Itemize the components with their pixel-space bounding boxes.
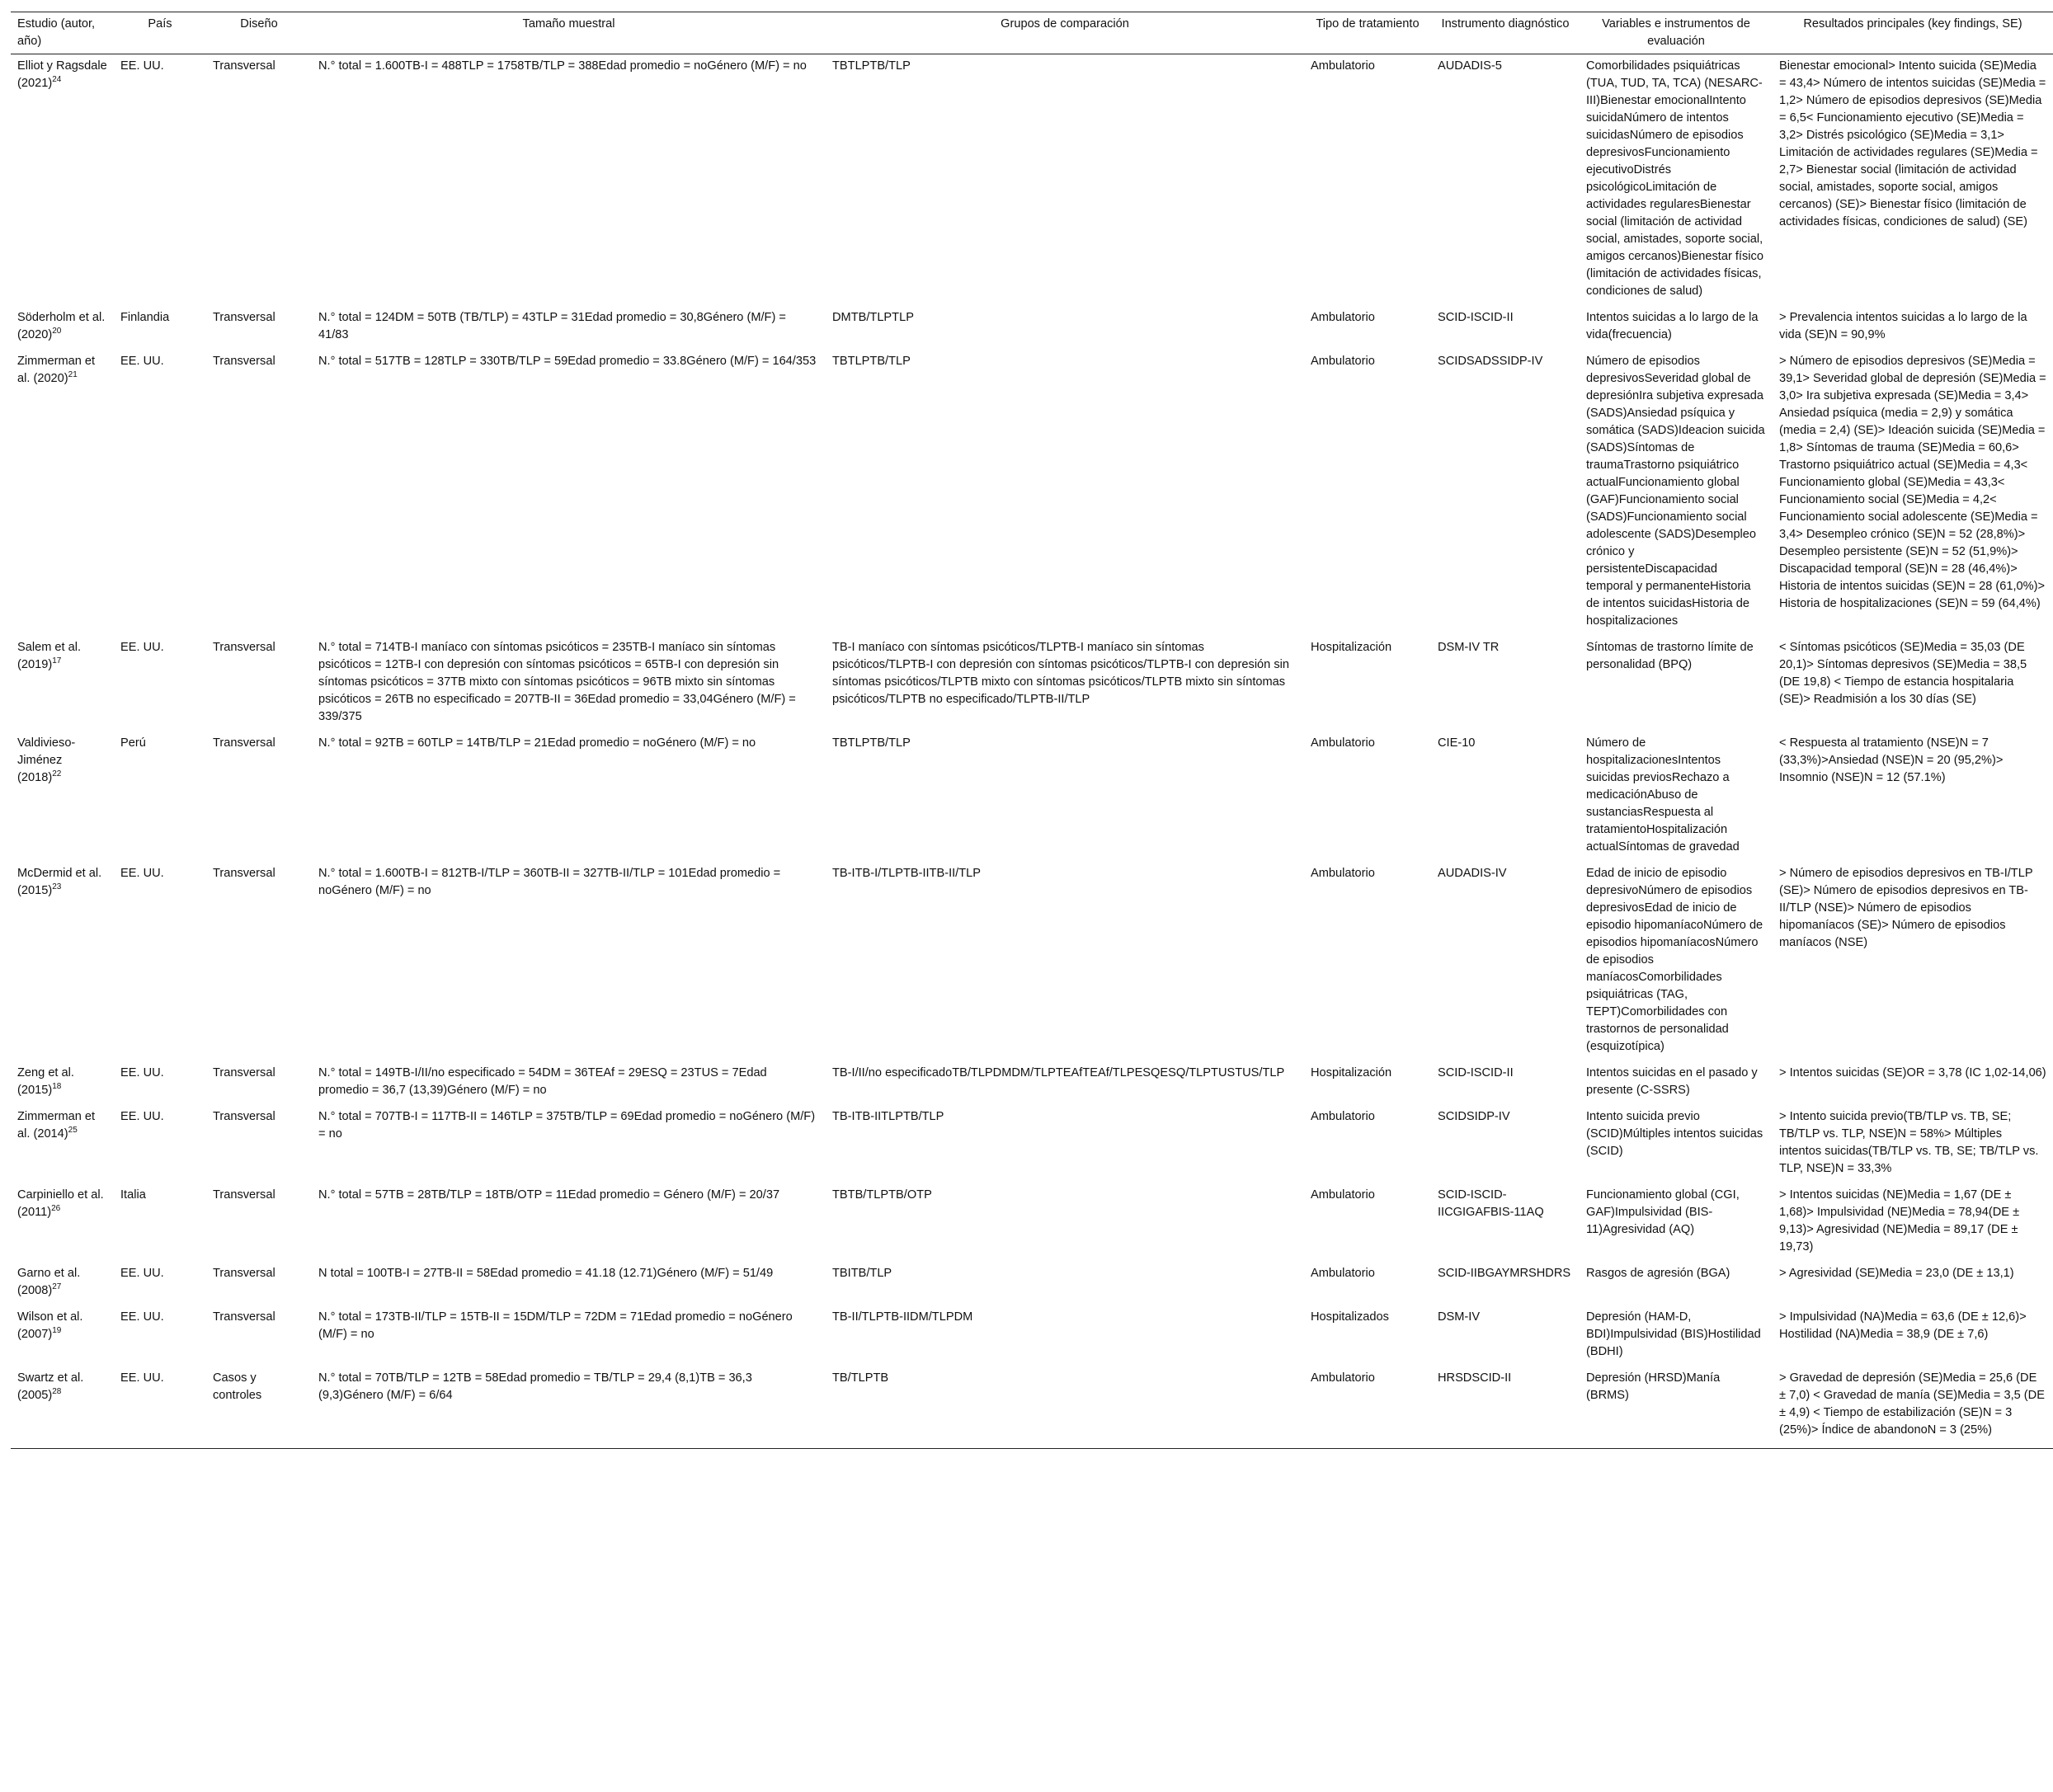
cell-tamano: N.° total = 149TB-I/II/no especificado = 54DM = 36TEAf = 29ESQ = 23TUS = 7Edad promedio = 36,7 (13,39)Género (M/F) = no — [318, 1066, 767, 1097]
reference-number: 23 — [52, 882, 62, 892]
cell-tamano: N.° total = 1.600TB-I = 812TB-I/TLP = 360TB-II = 327TB-II/TLP = 101Edad promedio = noGénero (M/F) = no — [318, 867, 781, 897]
cell-pais: EE. UU. — [120, 1110, 164, 1123]
cell-estudio — [11, 1187, 114, 1265]
cell-diseno: Transversal — [213, 736, 275, 750]
cell-instrumento: DSM-IV TR — [1438, 641, 1500, 654]
cell-pais: EE. UU. — [120, 59, 164, 73]
study-citation: Zimmerman et al. (2014) — [17, 1110, 96, 1141]
cell-estudio — [11, 1309, 114, 1370]
header-resultados: Resultados principales (key findings, SE) — [1773, 12, 2053, 54]
cell-estudio — [11, 353, 114, 639]
cell-resultados: > Intentos suicidas (SE)OR = 3,78 (IC 1,02-14,06) — [1779, 1066, 2046, 1079]
cell-pais: EE. UU. — [120, 867, 164, 880]
cell-instrumento: DSM-IV — [1438, 1310, 1481, 1324]
cell-pais: EE. UU. — [120, 355, 164, 368]
cell-pais: EE. UU. — [120, 1310, 164, 1324]
cell-diseno: Transversal — [213, 641, 275, 654]
cell-diseno: Transversal — [213, 1310, 275, 1324]
cell-pais: Finlandia — [120, 311, 170, 324]
cell-grupos: TBITB/TLP — [832, 1267, 892, 1280]
cell-tamano: N.° total = 92TB = 60TLP = 14TB/TLP = 21Edad promedio = noGénero (M/F) = no — [318, 736, 756, 750]
cell-diseno: Transversal — [213, 1267, 275, 1280]
table-header — [11, 12, 2053, 54]
study-citation: Swartz et al. (2005) — [17, 1371, 84, 1402]
table-body — [11, 54, 2053, 1449]
cell-estudio — [11, 1108, 114, 1187]
study-citation: Carpiniello et al. (2011) — [17, 1188, 104, 1219]
cell-grupos: DMTB/TLPTLP — [832, 311, 914, 324]
cell-resultados: > Número de episodios depresivos en TB-I/TLP (SE)> Número de episodios depresivos en TB-II/TLP (NSE)> Número de episodios hipomaníacos (SE)> Número de episodios maníacos (NSE) — [1779, 867, 2033, 949]
reference-number: 20 — [52, 327, 62, 336]
reference-number: 27 — [52, 1282, 62, 1292]
cell-grupos: TBTLPTB/TLP — [832, 736, 911, 750]
cell-tipo: Ambulatorio — [1311, 1110, 1375, 1123]
cell-grupos: TB/TLPTB — [826, 1370, 1304, 1449]
reference-number: 19 — [52, 1326, 62, 1336]
header-tamano: Tamaño muestral — [312, 12, 826, 54]
cell-instrumento: SCID-ISCID-II — [1438, 311, 1514, 324]
cell-tipo: Ambulatorio — [1311, 1267, 1375, 1280]
cell-resultados: > Impulsividad (NA)Media = 63,6 (DE ± 12,6)> Hostilidad (NA)Media = 38,9 (DE ± 7,6) — [1779, 1310, 2027, 1341]
cell-grupos: TB-II/TLPTB-IIDM/TLPDM — [832, 1310, 973, 1324]
cell-variables: Funcionamiento global (CGI, GAF)Impulsividad (BIS-11)Agresividad (AQ) — [1586, 1188, 1740, 1236]
cell-diseno: Transversal — [213, 355, 275, 368]
cell-instrumento: CIE-10 — [1438, 736, 1476, 750]
cell-estudio — [11, 54, 114, 310]
cell-grupos: TB-I maníaco con síntomas psicóticos/TLPTB-I maníaco sin síntomas psicóticos/TLPTB-I con depresión con síntomas psicóticos/TLPTB-I con depresión sin síntomas psicóticos/TLPTB mixto con síntomas psicóticos/TLPTB mixto sin síntomas psicóticos/TLPTB no especificado/TLPTB-II/TLP — [832, 641, 1289, 706]
table-row — [11, 353, 2053, 639]
cell-pais: EE. UU. — [120, 641, 164, 654]
cell-diseno: Casos y controles — [206, 1370, 312, 1449]
header-pais: País — [114, 12, 206, 54]
study-citation: McDermid et al. (2015) — [17, 867, 102, 897]
study-citation: Zimmerman et al. (2020) — [17, 355, 96, 385]
table-row — [11, 1187, 2053, 1265]
table-row — [11, 1108, 2053, 1187]
cell-pais: Perú — [120, 736, 146, 750]
reference-number: 28 — [52, 1387, 62, 1397]
cell-tipo: Ambulatorio — [1311, 1188, 1375, 1202]
cell-diseno: Transversal — [213, 1110, 275, 1123]
cell-estudio — [11, 1370, 114, 1449]
header-estudio: Estudio (autor, año) — [11, 12, 114, 54]
cell-tipo: Ambulatorio — [1311, 355, 1375, 368]
study-citation: Zeng et al. (2015) — [17, 1066, 74, 1097]
cell-grupos: TBTB/TLPTB/OTP — [832, 1188, 932, 1202]
cell-variables: Depresión (HAM-D, BDI)Impulsividad (BIS)Hostilidad (BDHI) — [1586, 1310, 1761, 1358]
table-row — [11, 865, 2053, 1065]
reference-number: 18 — [52, 1082, 62, 1092]
table-row — [11, 1309, 2053, 1370]
cell-instrumento: HRSDSCID-II — [1431, 1370, 1580, 1449]
cell-resultados: > Número de episodios depresivos (SE)Media = 39,1> Severidad global de depresión (SE)Media = 3,0> Ira subjetiva expresada (SE)Media = 3,4> Ansiedad psíquica (media = 2,9) y somática (media = 2,4) (SE)> Ideación suicida (SE)Media = 1,8> Síntomas de trauma (SE)Media = 60,6> Trastorno psiquiátrico actual (SE)Media = 4,3< Funcionamiento global (SE)Media = 43,3< Funcionamiento social (SE)Media = 4,2< Funcionamiento social adolescente (SE)Media = 3,4> Desempleo crónico (SE)N = 52 (28,8%)> Desempleo persistente (SE)N = 52 (51,9%)> Discapacidad temporal (SE)N = 28 (46,4%)> Historia de intentos suicidas (SE)N = 28 (61,0%)> Historia de hospitalizaciones (SE)N = 59 (64,4%) — [1779, 355, 2046, 610]
cell-tipo: Ambulatorio — [1311, 736, 1375, 750]
cell-tamano: N.° total = 70TB/TLP = 12TB = 58Edad promedio = TB/TLP = 29,4 (8,1)TB = 36,3 (9,3)Género (M/F) = 6/64 — [312, 1370, 826, 1449]
reference-number: 26 — [51, 1204, 61, 1214]
cell-grupos: TB-ITB-I/TLPTB-IITB-II/TLP — [832, 867, 981, 880]
cell-tipo: Hospitalizados — [1311, 1310, 1389, 1324]
study-citation: Söderholm et al. (2020) — [17, 311, 106, 341]
table-row — [11, 309, 2053, 353]
cell-variables: Síntomas de trastorno límite de personalidad (BPQ) — [1586, 641, 1754, 671]
cell-variables: Depresión (HRSD)Manía (BRMS) — [1580, 1370, 1773, 1449]
cell-diseno: Transversal — [213, 867, 275, 880]
cell-variables: Rasgos de agresión (BGA) — [1586, 1267, 1730, 1280]
cell-resultados: > Intento suicida previo(TB/TLP vs. TB, SE; TB/TLP vs. TLP, NSE)N = 58%> Múltiples intentos suicidas(TB/TLP vs. TB, SE; TB/TLP vs. TLP, NSE)N = 33,3% — [1779, 1110, 2039, 1175]
cell-variables: Edad de inicio de episodio depresivoNúmero de episodios depresivosEdad de inicio de episodio hipomaníacoNúmero de episodios hipomaníacosNúmero de episodios maníacosComorbilidades psiquiátricas (TAG, TEPT)Comorbilidades con trastornos de personalidad (esquizotípica) — [1586, 867, 1763, 1053]
cell-instrumento: SCID-ISCID-IICGIGAFBIS-11AQ — [1438, 1188, 1544, 1219]
cell-tamano: N.° total = 1.600TB-I = 488TLP = 1758TB/TLP = 388Edad promedio = noGénero (M/F) = no — [318, 59, 807, 73]
cell-instrumento: AUDADIS-5 — [1438, 59, 1502, 73]
reference-number: 21 — [68, 370, 78, 380]
header-tipo: Tipo de tratamiento — [1304, 12, 1431, 54]
cell-instrumento: SCIDSADSSIDP-IV — [1438, 355, 1543, 368]
cell-resultados: > Prevalencia intentos suicidas a lo largo de la vida (SE)N = 90,9% — [1779, 311, 2027, 341]
table-row — [11, 735, 2053, 865]
cell-instrumento: AUDADIS-IV — [1438, 867, 1507, 880]
cell-estudio — [11, 865, 114, 1065]
header-variables: Variables e instrumentos de evaluación — [1580, 12, 1773, 54]
study-citation: Elliot y Ragsdale (2021) — [17, 59, 107, 90]
cell-instrumento: SCIDSIDP-IV — [1438, 1110, 1510, 1123]
table-row — [11, 54, 2053, 310]
cell-variables: Intento suicida previo (SCID)Múltiples intentos suicidas (SCID) — [1586, 1110, 1763, 1158]
cell-tamano: N total = 100TB-I = 27TB-II = 58Edad promedio = 41.18 (12.71)Género (M/F) = 51/49 — [318, 1267, 774, 1280]
header-diseno: Diseño — [206, 12, 312, 54]
study-citation: Wilson et al. (2007) — [17, 1310, 83, 1341]
cell-variables: Número de episodios depresivosSeveridad global de depresiónIra subjetiva expresada (SADS)Ansiedad psíquica y somática (SADS)Ideacion suicida (SADS)Síntomas de traumaTrastorno psiquiátrico actualFuncionamiento global (GAF)Funcionamiento social (SADS)Funcionamiento social adolescente (SADS)Desempleo crónico y persistenteDiscapacidad temporal y permanenteHistoria de intentos suicidasHistoria de hospitalizaciones — [1586, 355, 1765, 628]
table-container — [11, 12, 2053, 1449]
cell-estudio — [11, 639, 114, 735]
cell-diseno: Transversal — [213, 1188, 275, 1202]
cell-resultados: > Agresividad (SE)Media = 23,0 (DE ± 13,1) — [1779, 1267, 2014, 1280]
study-citation: Salem et al. (2019) — [17, 641, 82, 671]
table-row — [11, 639, 2053, 735]
cell-tipo: Ambulatorio — [1311, 59, 1375, 73]
cell-resultados: > Gravedad de depresión (SE)Media = 25,6 (DE ± 7,0) < Gravedad de manía (SE)Media = 3,5 (DE ± 4,9) < Tiempo de estabilización (SE)N = 3 (25%)> Índice de abandonoN = 3 (25%) — [1773, 1370, 2053, 1449]
cell-tamano: N.° total = 124DM = 50TB (TB/TLP) = 43TLP = 31Edad promedio = 30,8Género (M/F) = 41/83 — [318, 311, 786, 341]
cell-resultados: < Síntomas psicóticos (SE)Media = 35,03 (DE 20,1)> Síntomas depresivos (SE)Media = 38,5 (DE 19,8) < Tiempo de estancia hospitalaria (SE)> Readmisión a los 30 días (SE) — [1779, 641, 2027, 706]
cell-tipo: Ambulatorio — [1304, 1370, 1431, 1449]
cell-diseno: Transversal — [213, 311, 275, 324]
cell-tipo: Hospitalización — [1311, 641, 1392, 654]
cell-tamano: N.° total = 57TB = 28TB/TLP = 18TB/OTP = 11Edad promedio = Género (M/F) = 20/37 — [318, 1188, 780, 1202]
header-grupos: Grupos de comparación — [826, 12, 1304, 54]
cell-tamano: N.° total = 707TB-I = 117TB-II = 146TLP = 375TB/TLP = 69Edad promedio = noGénero (M/F) = no — [318, 1110, 816, 1141]
cell-variables: Intentos suicidas en el pasado y presente (C-SSRS) — [1586, 1066, 1758, 1097]
cell-instrumento: SCID-IIBGAYMRSHDRS — [1438, 1267, 1571, 1280]
cell-estudio — [11, 735, 114, 865]
cell-estudio — [11, 309, 114, 353]
cell-variables: Intentos suicidas a lo largo de la vida(frecuencia) — [1586, 311, 1759, 341]
cell-resultados: > Intentos suicidas (NE)Media = 1,67 (DE ± 1,68)> Impulsividad (NE)Media = 78,94(DE ± 9,13)> Agresividad (NE)Media = 89,17 (DE ± 19,73) — [1779, 1188, 2020, 1253]
cell-resultados: < Respuesta al tratamiento (NSE)N = 7 (33,3%)>Ansiedad (NSE)N = 20 (95,2%)> Insomnio (NSE)N = 12 (57.1%) — [1779, 736, 2004, 784]
cell-tamano: N.° total = 173TB-II/TLP = 15TB-II = 15DM/TLP = 72DM = 71Edad promedio = noGénero (M/F) = no — [318, 1310, 793, 1341]
reference-number: 25 — [68, 1126, 78, 1136]
cell-diseno: Transversal — [213, 1066, 275, 1079]
cell-grupos: TBTLPTB/TLP — [832, 355, 911, 368]
cell-pais: EE. UU. — [114, 1370, 206, 1449]
cell-pais: EE. UU. — [120, 1066, 164, 1079]
reference-number: 17 — [52, 656, 62, 666]
cell-grupos: TBTLPTB/TLP — [832, 59, 911, 73]
header-row — [11, 12, 2053, 54]
cell-tipo: Hospitalización — [1311, 1066, 1392, 1079]
cell-instrumento: SCID-ISCID-II — [1438, 1066, 1514, 1079]
header-instrumento: Instrumento diagnóstico — [1431, 12, 1580, 54]
studies-table — [11, 12, 2053, 1449]
cell-tamano: N.° total = 714TB-I maníaco con síntomas psicóticos = 235TB-I maníaco sin síntomas psicóticos = 12TB-I con depresión con síntomas psicóticos = 65TB-I con depresión sin síntomas psicóticos = 37TB mixto con síntomas psicóticos = 96TB mixto sin síntomas psicóticos = 26TB no especificado = 207TB-II = 36Edad promedio = 33,04Género (M/F) = 339/375 — [318, 641, 796, 723]
cell-tamano: N.° total = 517TB = 128TLP = 330TB/TLP = 59Edad promedio = 33.8Género (M/F) = 164/353 — [318, 355, 817, 368]
cell-diseno: Transversal — [213, 59, 275, 73]
reference-number: 24 — [52, 75, 62, 85]
cell-pais: Italia — [120, 1188, 146, 1202]
study-citation: Valdivieso-Jiménez (2018) — [17, 736, 76, 784]
table-row — [11, 1265, 2053, 1309]
cell-resultados: Bienestar emocional> Intento suicida (SE)Media = 43,4> Número de intentos suicidas (SE)Media = 1,2> Número de episodios depresivos (SE)Media = 6,5< Funcionamiento ejecutivo (SE)Media = 3,2> Distrés psicológico (SE)Media = 3,1> Limitación de actividades regulares (SE)Media = 2,7> Bienestar social (limitación de actividad social, amistades, soporte social, amigos cercanos) (SE)> Bienestar físico (limitación de actividades físicas, condiciones de salud) (SE) — [1779, 59, 2046, 228]
table-row — [11, 1065, 2053, 1108]
cell-tipo: Ambulatorio — [1311, 867, 1375, 880]
study-citation: Garno et al. (2008) — [17, 1267, 81, 1297]
cell-pais: EE. UU. — [120, 1267, 164, 1280]
cell-grupos: TB-I/II/no especificadoTB/TLPDMDM/TLPTEAfTEAf/TLPESQESQ/TLPTUSTUS/TLP — [832, 1066, 1285, 1079]
reference-number: 22 — [52, 769, 62, 779]
table-row — [11, 1370, 2053, 1449]
cell-estudio — [11, 1265, 114, 1309]
cell-estudio — [11, 1065, 114, 1108]
cell-tipo: Ambulatorio — [1311, 311, 1375, 324]
cell-variables: Comorbilidades psiquiátricas (TUA, TUD, TA, TCA) (NESARC-III)Bienestar emocionalIntento suicidaNúmero de intentos suicidasNúmero de episodios depresivosFuncionamiento ejecutivoDistrés psicológicoLimitación de actividades regularesBienestar social (limitación de actividad social, amistades, soporte social, amigos cercanos)Bienestar físico (limitación de actividades físicas, condiciones de salud) — [1586, 59, 1763, 298]
cell-grupos: TB-ITB-IITLPTB/TLP — [832, 1110, 944, 1123]
cell-variables: Número de hospitalizacionesIntentos suicidas previosRechazo a medicaciónAbuso de sustanciasRespuesta al tratamientoHospitalización actualSíntomas de gravedad — [1586, 736, 1740, 854]
